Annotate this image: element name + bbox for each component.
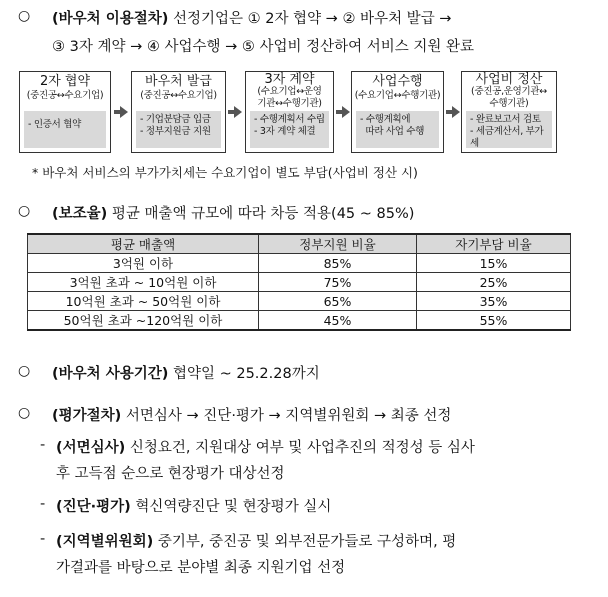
step-title: 바우처 발급 bbox=[145, 74, 212, 89]
eval-item-diagnosis bbox=[56, 495, 331, 516]
arrow-icon bbox=[120, 106, 128, 118]
evaluation-title: (평가절차) bbox=[52, 408, 122, 424]
eval-item-title: (지역별위원회) bbox=[56, 534, 154, 550]
procedure-text: 선정기업은 ① 2자 협약 → ② 바우처 발급 → bbox=[172, 11, 452, 27]
table-cell: 10억원 초과 ~ 50억원 이하 bbox=[28, 292, 259, 311]
step-subtitle: (중진공↔수요기업) bbox=[26, 90, 104, 101]
bullet: ○ bbox=[18, 405, 31, 421]
step-three-party-contract bbox=[245, 71, 334, 153]
step-item: - 수행계획에 bbox=[360, 114, 411, 125]
subsidy-table bbox=[27, 233, 571, 331]
table-cell: 75% bbox=[259, 273, 417, 292]
table-header: 정부지원 비율 bbox=[259, 234, 417, 254]
step-item: 따라 사업 수행 bbox=[360, 126, 425, 137]
arrow-icon bbox=[234, 106, 242, 118]
step-item: - 완료보고서 검토 bbox=[470, 114, 541, 125]
subsidy-text: 평균 매출액 규모에 따라 차등 적용(45 ~ 85%) bbox=[111, 206, 415, 222]
step-subtitle: (수요기업↔운영 bbox=[257, 86, 322, 97]
eval-item-document-review bbox=[56, 436, 475, 457]
dash: - bbox=[40, 437, 46, 453]
step-voucher-issue bbox=[131, 71, 226, 153]
step-subtitle: (중진공,운영기관↔ bbox=[471, 86, 547, 97]
table-cell: 65% bbox=[259, 292, 417, 311]
period-heading bbox=[52, 362, 320, 383]
vat-note: * 바우처 서비스의 부가가치세는 수요기업이 별도 부담(사업비 정산 시) bbox=[32, 165, 418, 180]
eval-item-text: 혁신역량진단 및 현장평가 실시 bbox=[135, 499, 332, 515]
table-header: 평균 매출액 bbox=[28, 234, 259, 254]
eval-item-regional-committee bbox=[56, 530, 456, 551]
step-subtitle: 기관↔수행기관) bbox=[257, 98, 322, 109]
step-title: 3자 계약 bbox=[264, 72, 315, 87]
step-subtitle: 수행기관) bbox=[489, 98, 529, 109]
subsidy-title: (보조율) bbox=[52, 206, 108, 222]
table-cell: 35% bbox=[417, 292, 571, 311]
table-row bbox=[28, 254, 571, 273]
table-cell: 50억원 초과 ~120억원 이하 bbox=[28, 311, 259, 331]
eval-item-text-cont: 후 고득점 순으로 현장평가 대상선정 bbox=[56, 466, 285, 482]
table-row bbox=[28, 292, 571, 311]
step-settlement bbox=[461, 71, 557, 153]
step-title: 2자 협약 bbox=[39, 74, 91, 89]
table-cell: 15% bbox=[417, 254, 571, 273]
step-item: - 정부지원금 지원 bbox=[140, 126, 211, 137]
step-title: 사업비 정산 bbox=[475, 72, 543, 87]
bullet: ○ bbox=[18, 203, 31, 219]
eval-item-title: (서면심사) bbox=[56, 440, 126, 456]
bullet: ○ bbox=[18, 363, 31, 379]
dash: - bbox=[40, 531, 46, 547]
table-cell: 25% bbox=[417, 273, 571, 292]
step-item: - 기업분담금 입금 bbox=[140, 114, 211, 125]
step-item: - 수행계획서 수립 bbox=[254, 114, 325, 125]
period-title: (바우처 사용기간) bbox=[52, 366, 169, 382]
eval-item-text: 신청요건, 지원대상 여부 및 사업추진의 적정성 등 심사 bbox=[129, 440, 475, 456]
bullet: ○ bbox=[18, 8, 31, 24]
evaluation-text: 서면심사 → 진단·평가 → 지역별위원회 → 최종 선정 bbox=[125, 408, 452, 424]
step-item: - 3자 계약 체결 bbox=[254, 126, 316, 137]
table-row bbox=[28, 311, 571, 331]
procedure-heading bbox=[52, 7, 451, 28]
step-subtitle: (수요기업↔수행기관) bbox=[354, 90, 441, 101]
eval-item-title: (진단·평가) bbox=[56, 499, 131, 515]
table-cell: 3억원 이하 bbox=[28, 254, 259, 273]
table-header-row bbox=[28, 234, 571, 254]
arrow-icon bbox=[342, 106, 350, 118]
table-cell: 3억원 초과 ~ 10억원 이하 bbox=[28, 273, 259, 292]
table-header: 자기부담 비율 bbox=[417, 234, 571, 254]
evaluation-heading bbox=[52, 404, 451, 425]
arrow-icon bbox=[452, 106, 460, 118]
procedure-title: (바우처 이용절차) bbox=[52, 11, 169, 27]
dash: - bbox=[40, 496, 46, 512]
table-cell: 55% bbox=[417, 311, 571, 331]
table-row bbox=[28, 273, 571, 292]
step-agreement bbox=[19, 71, 111, 153]
step-subtitle: (중진공↔수요기업) bbox=[140, 90, 217, 101]
table-cell: 45% bbox=[259, 311, 417, 331]
step-item: - 세금계산서, 부가세 bbox=[470, 126, 544, 149]
table-cell: 85% bbox=[259, 254, 417, 273]
subsidy-heading bbox=[52, 202, 414, 223]
step-project-execution bbox=[351, 71, 444, 153]
step-item: - 인증서 협약 bbox=[28, 119, 81, 130]
eval-item-text: 중기부, 중진공 및 외부전문가들로 구성하며, 평 bbox=[157, 534, 457, 550]
eval-item-text-cont: 가결과를 바탕으로 분야별 최종 지원기업 선정 bbox=[56, 560, 346, 576]
period-text: 협약일 ~ 25.2.28까지 bbox=[172, 366, 320, 382]
procedure-text-line2: ③ 3자 계약 → ④ 사업수행 → ⑤ 사업비 정산하여 서비스 지원 완료 bbox=[52, 39, 474, 55]
step-title: 사업수행 bbox=[372, 74, 423, 89]
